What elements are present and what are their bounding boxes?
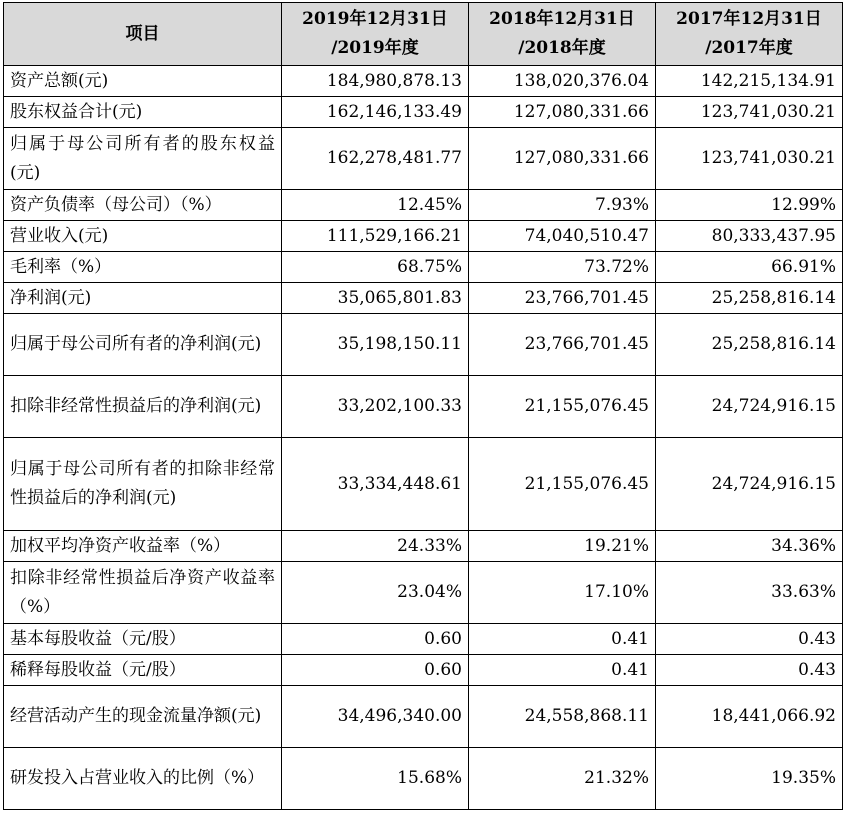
table-row xyxy=(4,97,843,128)
row-label: 净利润(元) xyxy=(4,283,282,314)
row-label: 资产总额(元) xyxy=(4,66,282,97)
value-2018: 127,080,331.66 xyxy=(469,128,656,190)
header-2017: 2017年12月31日 /2017年度 xyxy=(656,3,843,66)
value-2019: 12.45% xyxy=(282,190,469,221)
table-row xyxy=(4,190,843,221)
value-2019: 68.75% xyxy=(282,252,469,283)
value-2017: 142,215,134.91 xyxy=(656,66,843,97)
value-2019: 162,146,133.49 xyxy=(282,97,469,128)
header-item: 项目 xyxy=(4,3,282,66)
row-label: 基本每股收益（元/股） xyxy=(4,624,282,655)
row-label: 股东权益合计(元) xyxy=(4,97,282,128)
value-2018: 127,080,331.66 xyxy=(469,97,656,128)
value-2017: 12.99% xyxy=(656,190,843,221)
value-2019: 24.33% xyxy=(282,531,469,562)
value-2017: 24,724,916.15 xyxy=(656,376,843,438)
value-2018: 23,766,701.45 xyxy=(469,283,656,314)
row-label: 经营活动产生的现金流量净额(元) xyxy=(4,686,282,748)
value-2019: 111,529,166.21 xyxy=(282,221,469,252)
value-2018: 21,155,076.45 xyxy=(469,376,656,438)
value-2017: 123,741,030.21 xyxy=(656,128,843,190)
value-2018: 23,766,701.45 xyxy=(469,314,656,376)
value-2019: 33,334,448.61 xyxy=(282,438,469,531)
value-2017: 18,441,066.92 xyxy=(656,686,843,748)
value-2017: 0.43 xyxy=(656,624,843,655)
value-2019: 35,065,801.83 xyxy=(282,283,469,314)
table-row xyxy=(4,438,843,531)
row-label: 加权平均净资产收益率（%） xyxy=(4,531,282,562)
value-2018: 74,040,510.47 xyxy=(469,221,656,252)
row-label: 扣除非经常性损益后的净利润(元) xyxy=(4,376,282,438)
table-row xyxy=(4,221,843,252)
row-label: 归属于母公司所有者的股东权益(元) xyxy=(4,128,282,190)
value-2019: 0.60 xyxy=(282,624,469,655)
table-header-row xyxy=(4,3,843,66)
value-2017: 80,333,437.95 xyxy=(656,221,843,252)
table-row xyxy=(4,686,843,748)
table-row xyxy=(4,655,843,686)
value-2017: 34.36% xyxy=(656,531,843,562)
table-row xyxy=(4,531,843,562)
value-2019: 184,980,878.13 xyxy=(282,66,469,97)
table-row xyxy=(4,252,843,283)
value-2017: 25,258,816.14 xyxy=(656,314,843,376)
value-2018: 17.10% xyxy=(469,562,656,624)
row-label: 稀释每股收益（元/股） xyxy=(4,655,282,686)
table-row xyxy=(4,283,843,314)
value-2017: 25,258,816.14 xyxy=(656,283,843,314)
value-2017: 19.35% xyxy=(656,748,843,810)
table-row xyxy=(4,66,843,97)
header-2018: 2018年12月31日 /2018年度 xyxy=(469,3,656,66)
header-2019: 2019年12月31日 /2019年度 xyxy=(282,3,469,66)
value-2018: 19.21% xyxy=(469,531,656,562)
table-row xyxy=(4,624,843,655)
value-2019: 33,202,100.33 xyxy=(282,376,469,438)
row-label: 毛利率（%） xyxy=(4,252,282,283)
value-2017: 0.43 xyxy=(656,655,843,686)
row-label: 归属于母公司所有者的净利润(元) xyxy=(4,314,282,376)
value-2017: 66.91% xyxy=(656,252,843,283)
value-2018: 24,558,868.11 xyxy=(469,686,656,748)
table-row xyxy=(4,748,843,810)
value-2017: 24,724,916.15 xyxy=(656,438,843,531)
value-2019: 0.60 xyxy=(282,655,469,686)
row-label: 营业收入(元) xyxy=(4,221,282,252)
value-2019: 15.68% xyxy=(282,748,469,810)
value-2018: 21,155,076.45 xyxy=(469,438,656,531)
value-2019: 35,198,150.11 xyxy=(282,314,469,376)
value-2018: 73.72% xyxy=(469,252,656,283)
value-2018: 7.93% xyxy=(469,190,656,221)
value-2019: 34,496,340.00 xyxy=(282,686,469,748)
table-row xyxy=(4,562,843,624)
value-2017: 33.63% xyxy=(656,562,843,624)
financial-table-container xyxy=(3,2,843,810)
value-2019: 23.04% xyxy=(282,562,469,624)
table-row xyxy=(4,376,843,438)
value-2018: 0.41 xyxy=(469,624,656,655)
row-label: 归属于母公司所有者的扣除非经常性损益后的净利润(元) xyxy=(4,438,282,531)
value-2017: 123,741,030.21 xyxy=(656,97,843,128)
row-label: 研发投入占营业收入的比例（%） xyxy=(4,748,282,810)
table-row xyxy=(4,128,843,190)
row-label: 资产负债率（母公司）（%） xyxy=(4,190,282,221)
row-label: 扣除非经常性损益后净资产收益率（%） xyxy=(4,562,282,624)
value-2018: 138,020,376.04 xyxy=(469,66,656,97)
value-2018: 0.41 xyxy=(469,655,656,686)
financial-summary-table xyxy=(3,2,843,810)
value-2018: 21.32% xyxy=(469,748,656,810)
value-2019: 162,278,481.77 xyxy=(282,128,469,190)
table-row xyxy=(4,314,843,376)
